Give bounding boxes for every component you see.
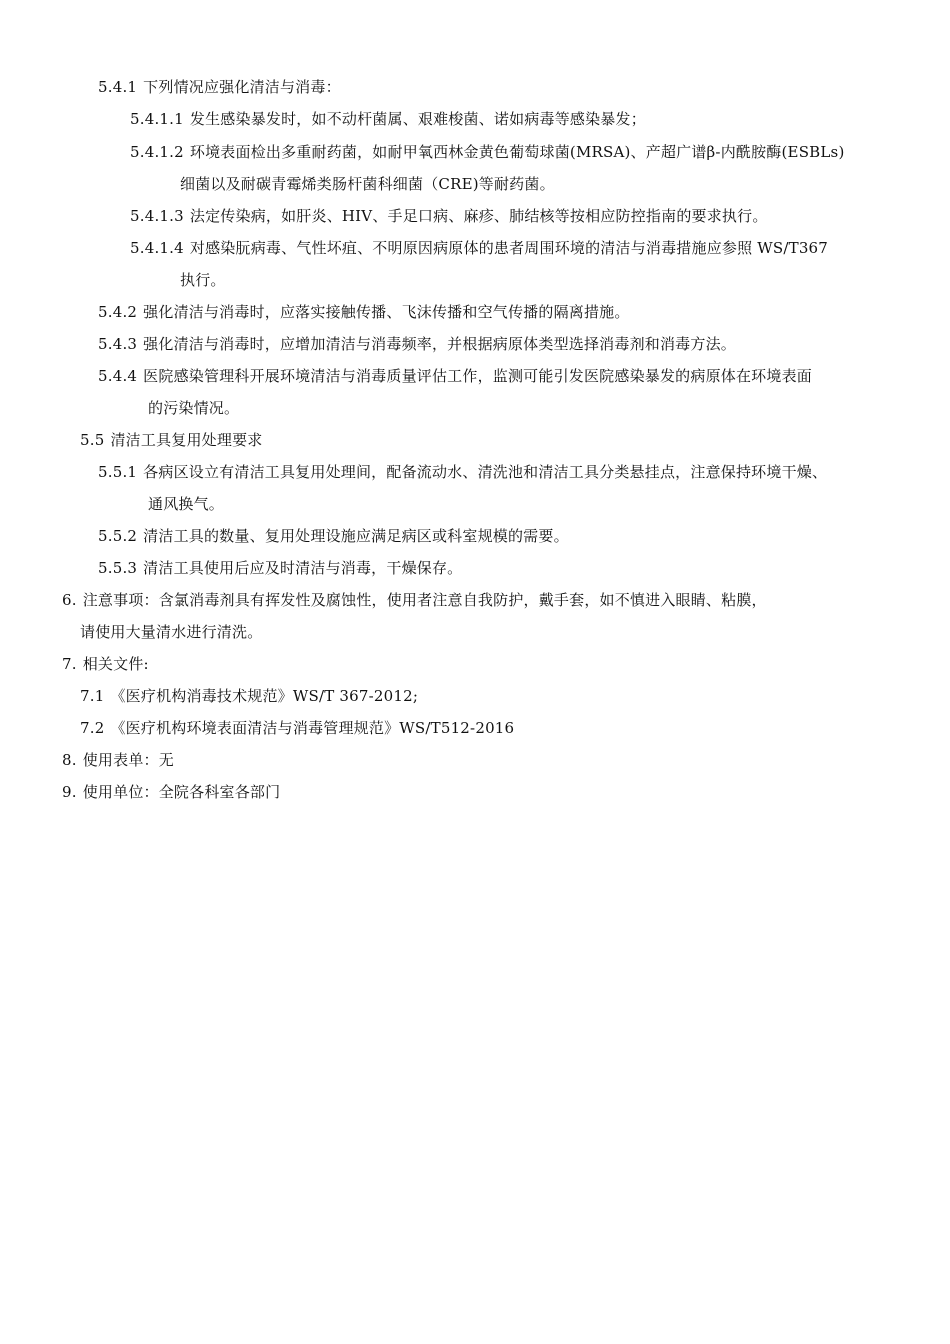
clause-5-4-1-2-continuation: 细菌以及耐碳青霉烯类肠杆菌科细菌（CRE)等耐药菌。 bbox=[180, 175, 555, 193]
section-6-continuation: 请使用大量清水进行清洗。 bbox=[80, 623, 263, 641]
reference-7-1 bbox=[80, 686, 418, 706]
clause-number: 5.5.3 bbox=[98, 559, 138, 577]
clause-text: 《医疗机构消毒技术规范》WS/T 367-2012; bbox=[110, 687, 419, 705]
clause-number: 8. bbox=[62, 751, 77, 769]
clause-5-4-2 bbox=[98, 302, 630, 322]
section-5-5-heading bbox=[80, 430, 262, 450]
clause-number: 5.4.1 bbox=[98, 78, 138, 96]
clause-text: 强化清洁与消毒时，应增加清洁与消毒频率，并根据病原体类型选择消毒剂和消毒方法。 bbox=[143, 335, 736, 353]
clause-text: 使用表单：无 bbox=[82, 751, 174, 769]
clause-text: 强化清洁与消毒时，应落实接触传播、飞沫传播和空气传播的隔离措施。 bbox=[143, 303, 630, 321]
clause-5-4-1-1 bbox=[130, 109, 646, 129]
clause-number: 5.4.1.3 bbox=[130, 207, 184, 225]
clause-number: 5.5.1 bbox=[98, 463, 138, 481]
clause-5-4-3 bbox=[98, 334, 736, 354]
reference-7-2 bbox=[80, 718, 514, 738]
clause-5-5-2 bbox=[98, 526, 569, 546]
clause-5-4-1 bbox=[98, 77, 341, 97]
section-6-notes bbox=[62, 590, 767, 610]
clause-number: 7.1 bbox=[80, 687, 105, 705]
clause-5-5-1 bbox=[98, 462, 827, 482]
section-9-scope bbox=[62, 782, 280, 802]
clause-5-4-4-continuation: 的污染情况。 bbox=[148, 399, 240, 417]
clause-text: 相关文件: bbox=[82, 655, 149, 673]
clause-text: 清洁工具使用后应及时清洁与消毒，干燥保存。 bbox=[143, 559, 463, 577]
clause-number: 5.5.2 bbox=[98, 527, 138, 545]
clause-number: 5.4.1.1 bbox=[130, 110, 184, 128]
clause-5-5-3 bbox=[98, 558, 462, 578]
clause-text: 《医疗机构环境表面清洁与消毒管理规范》WS/T512-2016 bbox=[110, 719, 515, 737]
clause-text: 使用单位：全院各科室各部门 bbox=[82, 783, 281, 801]
clause-text: 环境表面检出多重耐药菌，如耐甲氧西林金黄色葡萄球菌(MRSA)、产超广谱β-内酰胺酶(ESBLs) bbox=[189, 143, 845, 161]
clause-text: 医院感染管理科开展环境清洁与消毒质量评估工作，监测可能引发医院感染暴发的病原体在环境表面 bbox=[143, 367, 812, 385]
clause-number: 5.4.4 bbox=[98, 367, 138, 385]
clause-5-5-1-continuation: 通风换气。 bbox=[148, 495, 225, 513]
clause-5-4-1-4 bbox=[130, 238, 828, 258]
section-7-heading bbox=[62, 654, 149, 674]
clause-5-4-1-4-continuation: 执行。 bbox=[180, 271, 226, 289]
clause-number: 9. bbox=[62, 783, 77, 801]
clause-text: 发生感染暴发时，如不动杆菌属、艰难梭菌、诺如病毒等感染暴发； bbox=[189, 110, 646, 128]
clause-text: 注意事项：含氯消毒剂具有挥发性及腐蚀性，使用者注意自我防护，戴手套，如不慎进入眼睛、粘膜， bbox=[82, 591, 767, 609]
clause-text: 各病区设立有清洁工具复用处理间，配备流动水、清洗池和清洁工具分类悬挂点，注意保持环境干燥、 bbox=[143, 463, 828, 481]
clause-text: 清洁工具的数量、复用处理设施应满足病区或科室规模的需要。 bbox=[143, 527, 569, 545]
clause-number: 5.4.2 bbox=[98, 303, 138, 321]
clause-number: 5.4.1.2 bbox=[130, 143, 184, 161]
clause-number: 7.2 bbox=[80, 719, 105, 737]
clause-number: 6. bbox=[62, 591, 77, 609]
clause-number: 5.4.1.4 bbox=[130, 239, 184, 257]
clause-number: 7. bbox=[62, 655, 77, 673]
clause-number: 5.4.3 bbox=[98, 335, 138, 353]
clause-text: 对感染朊病毒、气性坏疽、不明原因病原体的患者周围环境的清洁与消毒措施应参照 WS/T367 bbox=[189, 239, 829, 257]
clause-text: 清洁工具复用处理要求 bbox=[110, 431, 263, 449]
section-8-forms bbox=[62, 750, 174, 770]
clause-text: 法定传染病，如肝炎、HIV、手足口病、麻疹、肺结核等按相应防控指南的要求执行。 bbox=[189, 207, 768, 225]
clause-text: 下列情况应强化清洁与消毒： bbox=[143, 78, 341, 96]
clause-5-4-1-3 bbox=[130, 206, 768, 226]
clause-5-4-4 bbox=[98, 366, 812, 386]
clause-5-4-1-2 bbox=[130, 142, 845, 162]
clause-number: 5.5 bbox=[80, 431, 105, 449]
